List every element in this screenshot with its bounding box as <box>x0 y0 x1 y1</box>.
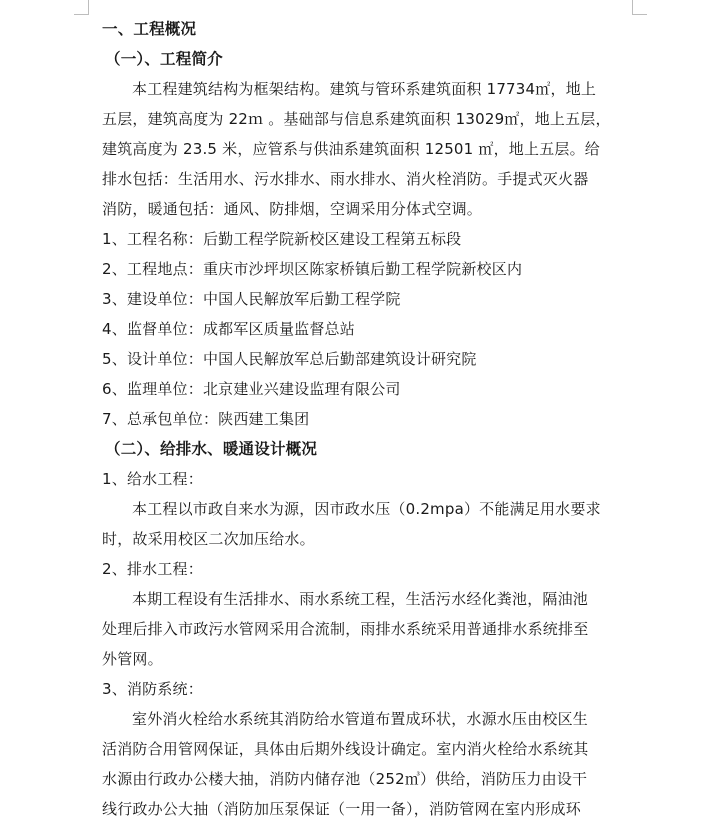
paragraph-line <box>102 764 630 794</box>
paragraph-line <box>102 704 630 734</box>
paragraph-text: 线行政办公大抽（消防加压泵保证（一用一备），消防管网在室内形成环 <box>102 800 581 818</box>
paragraph-text: 本期工程设有生活排水、雨水系统工程，生活污水经化粪池，隔油池 <box>132 590 589 608</box>
paragraph-line: 外管网。 <box>102 650 163 668</box>
paragraph-line <box>102 584 630 614</box>
paragraph-text: 五层，建筑高度为 22ｍ 。基础部与信息系建筑面积 13029㎡，地上五层， <box>102 110 611 128</box>
paragraph-text: 活消防合用管网保证，具体由后期外线设计确定。室内消火栓给水系统其 <box>102 740 589 758</box>
paragraph-line: 时，故采用校区二次加压给水。 <box>102 530 315 548</box>
paragraph-line <box>102 794 630 824</box>
paragraph-line <box>102 104 630 134</box>
paragraph-line <box>102 164 630 194</box>
page-corner-mark-left <box>74 0 89 15</box>
item-heading: 3、消防系统： <box>102 680 203 698</box>
paragraph-line <box>102 734 630 764</box>
info-item: 1、工程名称：后勤工程学院新校区建设工程第五标段 <box>102 230 462 248</box>
paragraph-text: 本工程建筑结构为框架结构。建筑与管环系建筑面积 17734㎡，地上 <box>132 80 597 98</box>
info-item: 5、设计单位：中国人民解放军总后勤部建筑设计研究院 <box>102 350 477 368</box>
paragraph-text: 本工程以市政自来水为源，因市政水压（0.2mpa）不能满足用水要求 <box>132 500 601 518</box>
page-corner-mark-right <box>632 0 647 15</box>
document-body <box>102 14 630 824</box>
info-item: 4、监督单位：成都军区质量监督总站 <box>102 320 355 338</box>
info-item: 6、监理单位：北京建业兴建设监理有限公司 <box>102 380 401 398</box>
section-title: 一、工程概况 <box>102 20 197 38</box>
paragraph-text: 室外消火栓给水系统其消防给水管道布置成环状，水源水压由校区生 <box>132 710 589 728</box>
paragraph-text: 处理后排入市政污水管网采用合流制，雨排水系统采用普通排水系统排至 <box>102 620 589 638</box>
paragraph-line <box>102 134 630 164</box>
paragraph-line <box>102 614 630 644</box>
info-item: 3、建设单位：中国人民解放军后勤工程学院 <box>102 290 401 308</box>
paragraph-line <box>102 494 630 524</box>
paragraph-line: 消防，暖通包括：通风、防排烟，空调采用分体式空调。 <box>102 200 483 218</box>
paragraph-text: 建筑高度为 23.5 米，应管系与供油系建筑面积 12501 ㎡，地上五层。给 <box>102 140 600 158</box>
item-heading: 2、排水工程： <box>102 560 203 578</box>
item-heading: 1、给水工程： <box>102 470 203 488</box>
paragraph-text: 水源由行政办公楼大抽，消防内储存池（252㎥）供给，消防压力由设干 <box>102 770 588 788</box>
subsection-title: （二）、给排水、暖通设计概况 <box>105 440 318 458</box>
info-item: 2、工程地点：重庆市沙坪坝区陈家桥镇后勤工程学院新校区内 <box>102 260 523 278</box>
paragraph-line <box>102 74 630 104</box>
paragraph-text: 排水包括：生活用水、污水排水、雨水排水、消火栓消防。手提式灭火器 <box>102 170 589 188</box>
subsection-title: （一）、工程简介 <box>105 50 223 68</box>
info-item: 7、总承包单位：陕西建工集团 <box>102 410 310 428</box>
